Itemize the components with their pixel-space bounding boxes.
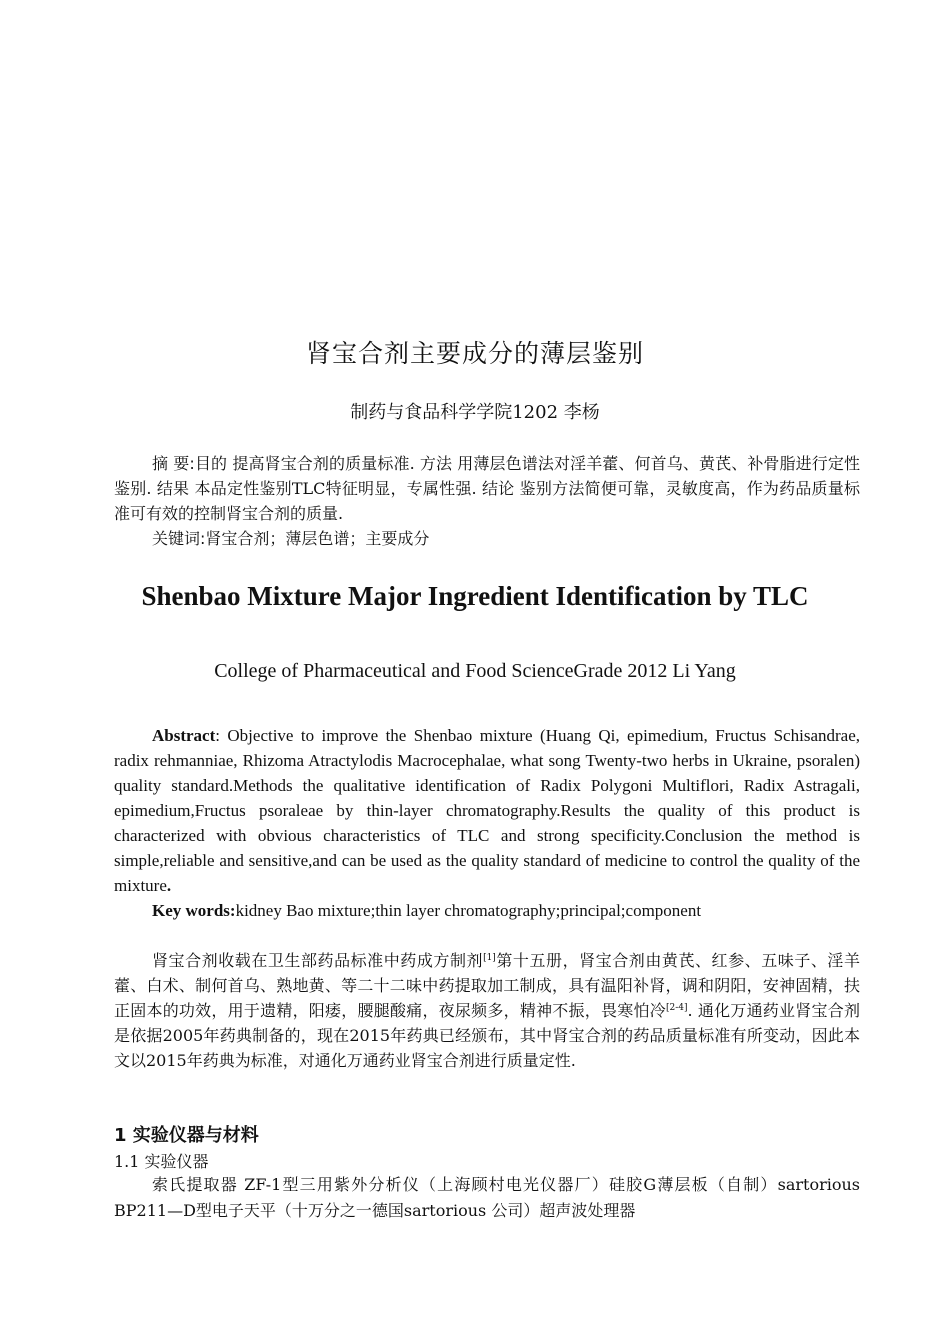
citation-ref-2: [2-4] <box>665 1003 688 1013</box>
intro-text-3: . 通化万通药业肾宝合剂是依据2005年药典制备的，现在2015年药典已经颁布，其中肾宝合剂的药品质量标准有所变动，因此本文以2015年药典为标准，对通化万通药业肾宝合剂进行质量定性. <box>114 1001 860 1070</box>
introduction-paragraph <box>114 948 860 1073</box>
chinese-author-line: 制药与食品科学学院1202 李杨 <box>350 402 600 423</box>
chinese-keywords-text: 肾宝合剂；薄层色谱；主要成分 <box>205 529 430 548</box>
section-heading: 1 实验仪器与材料 <box>114 1125 259 1146</box>
english-abstract <box>114 723 860 898</box>
intro-text-1: 肾宝合剂收载在卫生部药品标准中药成方制剂 <box>152 951 484 970</box>
english-author-line: College of Pharmaceutical and Food ScienceGrade 2012 Li Yang <box>214 660 736 682</box>
english-abstract-text: : Objective to improve the Shenbao mixture (Huang Qi, epimedium, Fructus Schisandrae, radix rehmanniae, Rhizoma Atractylodis Macrocephalae, what song Twenty-two herbs in Ukraine, psoralen) quality standard.Methods the qualitative identification of Radix Polygoni Multiflori, Radix Astragali, epimedium,Fructus psoraleae by thin-layer chromatography.Results the quality of this product is characterized with obvious characteristics of TLC and strong specificity.Conclusion the method is simple,reliable and sensitive,and can be used as the quality standard of medicine to control the quality of the mixture <box>114 726 860 895</box>
english-abstract-end: . <box>166 876 172 895</box>
english-keywords <box>114 898 860 923</box>
chinese-abstract-text: 目的 提高肾宝合剂的质量标准. 方法 用薄层色谱法对淫羊藿、何首乌、黄芪、补骨脂进行定性鉴别. 结果 本品定性鉴别TLC特征明显，专属性强. 结论 鉴别方法简便可靠，灵敏度高，作为药品质量标准可有效的控制肾宝合剂的质量. <box>114 454 860 523</box>
chinese-title: 肾宝合剂主要成分的薄层鉴别 <box>305 339 644 368</box>
chinese-keywords <box>114 526 860 551</box>
chinese-abstract-label: 摘 要: <box>152 454 195 473</box>
chinese-abstract <box>114 451 860 526</box>
section-text: 索氏提取器 ZF-1型三用紫外分析仪（上海顾村电光仪器厂）硅胶G薄层板（自制）sartorious BP211—D型电子天平（十万分之一德国sartorious 公司）超声波处理器 <box>114 1175 860 1220</box>
english-keywords-label: Key words: <box>152 901 236 920</box>
english-keywords-text: kidney Bao mixture;thin layer chromatography;principal;component <box>235 901 702 920</box>
chinese-abstract-block <box>114 451 860 551</box>
english-title: Shenbao Mixture Major Ingredient Identification by TLC <box>141 581 809 611</box>
section-paragraph <box>114 1172 860 1224</box>
chinese-keywords-label: 关键词: <box>152 529 206 548</box>
citation-ref-1: [1] <box>483 953 496 963</box>
english-abstract-label: Abstract <box>152 726 216 745</box>
subsection-heading: 1.1 实验仪器 <box>114 1152 209 1171</box>
english-abstract-block <box>114 723 860 923</box>
intro-text-2: 第十五册，肾宝合剂由黄芪、红参、五味子、淫羊藿、白术、制何首乌、熟地黄、等二十二味中药提取加工制成，具有温阳补肾，调和阴阳，安神固精，扶正固本的功效，用于遗精，阳痿，腰腿酸痛，夜尿频多，精神不振，畏寒怕冷 <box>114 951 860 1020</box>
